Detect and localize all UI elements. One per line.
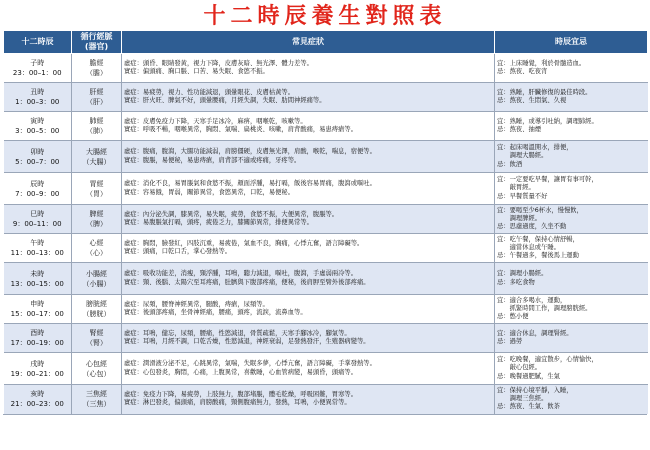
should-line (497, 364, 646, 372)
organ-name: （大腸） (82, 157, 111, 166)
should-label: 宜： (497, 356, 510, 364)
table-row (4, 83, 648, 112)
deficiency-line-text: 皮膚免疫力下降，天寒手足冰冷，麻痹，咽喉乾，咳嗽等。 (142, 117, 307, 125)
meridian-name: 大腸經 (86, 147, 107, 156)
avoid-line (497, 373, 646, 381)
meridian-name: 心包經 (86, 359, 107, 368)
shichen-name: 子時 (30, 59, 45, 67)
shichen-hours: 17：00–19：00 (10, 339, 64, 347)
meridian-name: 小腸經 (86, 269, 107, 278)
deficiency-line (124, 360, 492, 368)
excess-line (124, 126, 492, 134)
deficiency-line (124, 148, 492, 156)
should-text: 敲胃經。 (509, 184, 535, 192)
organ-name: （膀胱） (82, 310, 111, 318)
avoid-line (497, 97, 646, 105)
should-text: 調理大腸經。 (509, 152, 548, 160)
excess-line (124, 219, 492, 227)
table-row (4, 263, 648, 295)
should-line (497, 207, 646, 215)
care-cell (495, 83, 648, 112)
deficiency-line-label: 虛症： (124, 148, 143, 156)
care-cell (495, 205, 648, 234)
excess-line-label: 實症： (124, 368, 143, 376)
deficiency-line (124, 270, 492, 278)
excess-line-text: 腹脹，易便秘，易患痔瘡，肩背部不適或疼痛，牙疼等。 (142, 156, 301, 164)
should-label: 宜： (497, 329, 510, 337)
should-label: 宜： (497, 386, 510, 394)
excess-line (124, 248, 492, 256)
time-cell (4, 324, 72, 353)
deficiency-line-label: 虛症： (124, 329, 143, 337)
excess-line-label: 實症： (124, 156, 143, 164)
should-label: 宜： (497, 88, 510, 96)
shichen-name: 酉時 (30, 329, 45, 337)
table-row (4, 112, 648, 141)
avoid-text: 過勞 (509, 338, 523, 345)
excess-line (124, 399, 492, 407)
shichen-name: 午時 (30, 239, 45, 247)
symptoms-cell (122, 112, 495, 141)
meridian-cell (72, 141, 122, 173)
table-row (4, 324, 648, 353)
deficiency-line-label: 虛症： (124, 390, 143, 398)
excess-line-text: 耳鳴，月經不調，口乾舌燥，性慾減退，神經衰弱，足發熱發汗，生殖器病變等。 (142, 338, 370, 345)
excess-line-label: 實症： (124, 248, 143, 255)
meridian-cell (72, 54, 122, 83)
table-row (4, 54, 648, 83)
should-text: 熟睡，肝臟修復的最佳時段。 (509, 88, 592, 96)
page-title: 十二時辰養生對照表 (203, 3, 447, 29)
excess-line-text: 呼吸不暢，咽喉異常，胸悶、氣喘、扁桃炎、咳嗽，肩背酸痛，易患痔瘡等。 (142, 126, 357, 133)
schedule-table (3, 30, 648, 414)
excess-line-text: 偏頭痛、胸口脹、口苦、易失眠、食慾不振。 (142, 68, 269, 75)
should-line (497, 297, 646, 305)
care-cell (495, 234, 648, 263)
excess-line-label: 實症： (124, 278, 143, 286)
organ-name: （肝） (86, 98, 107, 106)
should-text: 抓緊時間工作，調理膀胱經。 (509, 304, 592, 312)
excess-line-text: 肝火旺、脾氣不好，頭暈腰痛，月經失調，失眠、肋間神經痛等。 (142, 97, 326, 104)
time-cell (4, 141, 72, 173)
avoid-line (497, 161, 646, 169)
excess-line (124, 157, 492, 165)
avoid-label: 忌： (497, 223, 510, 231)
shichen-hours: 3：00–5：00 (15, 127, 60, 135)
shichen-name: 亥時 (30, 390, 45, 399)
deficiency-line-text: 頭昏、眼睛發黃，視力下降，皮膚灰暗、無光澤、體力差等。 (142, 59, 313, 67)
excess-line-label: 實症： (124, 68, 143, 75)
table-row (4, 141, 648, 173)
shichen-name: 未時 (30, 269, 45, 278)
deficiency-line-text: 免疫力下降，易疲勞，上肢無力，腹部堵脹，體毛乾燥，呼吸困難，胃寒等。 (142, 390, 357, 398)
time-cell (4, 83, 72, 112)
deficiency-line-text: 腹痛，腹瀉，大腸功能減弱，肩膀僵硬，皮膚無光澤，肩酸，喉乾，喘息，宿便等。 (142, 148, 376, 156)
avoid-line (497, 313, 646, 321)
should-text: 熟睡，或導引吐納，調理肺經。 (509, 117, 598, 125)
time-cell (4, 112, 72, 141)
should-line (497, 60, 646, 68)
excess-line-text: 頭痛，口乾口舌，掌心發熱等。 (142, 248, 232, 255)
should-label: 宜： (497, 235, 510, 243)
time-cell (4, 263, 72, 295)
excess-line-text: 後頭部疼痛，坐骨神經痛，腰痛，頭疼，流淚，流鼻血等。 (142, 309, 307, 316)
shichen-name: 巳時 (30, 210, 45, 218)
should-text: 調理三焦經。 (509, 395, 548, 403)
symptoms-cell (122, 83, 495, 112)
deficiency-line (124, 180, 492, 188)
excess-line-text: 易腹脹氣打嗝，頭疼，疲倦乏力，膝關節異常，排便異常等。 (142, 219, 313, 226)
deficiency-line (124, 301, 492, 309)
meridian-name: 肝經 (89, 88, 104, 96)
organ-name: （心包） (82, 369, 111, 378)
should-line (497, 184, 646, 192)
deficiency-line (124, 240, 492, 248)
shichen-hours: 13：00–15：00 (10, 279, 64, 288)
symptoms-cell (122, 205, 495, 234)
deficiency-line-label: 虛症： (124, 300, 143, 308)
time-cell (4, 54, 72, 83)
organ-name: （胃） (86, 189, 107, 198)
avoid-label: 忌： (497, 313, 510, 321)
shichen-name: 申時 (30, 300, 45, 308)
excess-line-label: 實症： (124, 309, 143, 316)
organ-name: （小腸） (82, 279, 111, 288)
deficiency-line-text: 內分泌失調，膝異常，易失眠，疲勞，食慾不振，大便異常，腹脹等。 (142, 210, 339, 218)
shichen-hours: 11：00–13：00 (10, 249, 64, 257)
excess-line-label: 實症： (124, 126, 143, 133)
should-text: 吃午餐，保持心情舒暢， (509, 235, 579, 243)
avoid-text: 晚餐過肥膩，生氣 (509, 372, 560, 380)
excess-line (124, 338, 492, 346)
excess-line (124, 309, 492, 317)
meridian-name: 膽經 (89, 59, 104, 67)
avoid-line (497, 126, 646, 134)
shichen-hours: 21：00–23：00 (10, 400, 64, 409)
meridian-name: 脾經 (89, 210, 104, 218)
care-cell (495, 353, 648, 385)
header-meridian: 循行經脈 (器官) (72, 31, 122, 54)
table-row (4, 173, 648, 205)
should-text: 適當休息或午睡。 (509, 243, 560, 251)
avoid-text: 早餐質量不好 (509, 192, 548, 200)
symptoms-cell (122, 295, 495, 324)
avoid-line (497, 68, 646, 76)
care-cell (495, 173, 648, 205)
excess-line (124, 189, 492, 197)
excess-line-text: 心包發炎，胸悶，心痛，上腹異常，喜歡睡，心血管病變，易頭昏，頭痛等。 (142, 368, 357, 376)
care-cell (495, 112, 648, 141)
should-text: 調理小腸經。 (509, 270, 548, 278)
deficiency-line-label: 虛症： (124, 270, 143, 278)
avoid-text: 熬夜、生悶氣、久視 (509, 97, 567, 104)
care-cell (495, 295, 648, 324)
should-line (497, 236, 646, 244)
excess-line-label: 實症： (124, 399, 143, 407)
excess-line (124, 97, 492, 105)
should-label: 宜： (497, 270, 510, 278)
deficiency-line (124, 89, 492, 97)
avoid-label: 忌： (497, 68, 510, 75)
should-line (497, 152, 646, 160)
avoid-text: 憋小便 (509, 313, 529, 321)
shichen-hours: 5：00–7：00 (15, 157, 60, 166)
table-header-row (4, 31, 648, 54)
deficiency-line (124, 60, 492, 68)
table-body (4, 54, 648, 414)
meridian-cell (72, 263, 122, 295)
should-label: 宜： (497, 144, 510, 152)
should-text: 適合多喝水，運動， (509, 296, 567, 304)
excess-line (124, 369, 492, 377)
symptoms-cell (122, 385, 495, 414)
avoid-line (497, 252, 646, 260)
meridian-cell (72, 324, 122, 353)
avoid-line (497, 193, 646, 201)
deficiency-line-label: 虛症： (124, 180, 143, 188)
table-row (4, 385, 648, 414)
excess-line-text: 淋巴發炎，偏頭痛，肩膀酸痛，頸側腹痛無力，發熱，耳鳴，小便異常等。 (142, 399, 351, 407)
should-label: 宜： (497, 296, 510, 304)
should-label: 宜： (497, 206, 510, 214)
organ-name: （腎） (86, 339, 107, 347)
shichen-name: 辰時 (30, 179, 45, 188)
deficiency-line-label: 虛症： (124, 59, 143, 67)
time-cell (4, 385, 72, 414)
should-label: 宜： (497, 176, 510, 184)
time-cell (4, 205, 72, 234)
care-cell (495, 263, 648, 295)
avoid-label: 忌： (497, 97, 510, 104)
deficiency-line (124, 391, 492, 399)
should-line (497, 330, 646, 338)
avoid-label: 忌： (497, 252, 510, 260)
meridian-name: 肺經 (89, 117, 104, 125)
meridian-name: 三焦經 (86, 390, 107, 399)
care-cell (495, 385, 648, 414)
should-text: 上床睡覺，利於骨髓造血。 (509, 59, 586, 67)
shichen-hours: 9：00–11：00 (12, 220, 62, 228)
should-text: 敲心包經。 (509, 364, 542, 372)
avoid-line (497, 403, 646, 411)
shichen-hours: 23：00–1：00 (12, 69, 62, 77)
organ-name: （膽） (86, 69, 107, 77)
shichen-name: 丑時 (30, 88, 45, 96)
should-line (497, 270, 646, 278)
deficiency-line-label: 虛症： (124, 117, 143, 125)
avoid-label: 忌： (497, 126, 510, 133)
avoid-label: 忌： (497, 403, 510, 411)
meridian-name: 腎經 (89, 329, 104, 337)
avoid-text: 熬夜、抽煙 (509, 126, 542, 133)
deficiency-line (124, 330, 492, 338)
care-cell (495, 54, 648, 83)
avoid-text: 思慮過度，久坐不動 (509, 223, 567, 231)
deficiency-line-text: 易疲勞，視力、性功能減退，頭暈眼花、皮膚枯黃等。 (142, 88, 295, 96)
should-text: 要喝至少6杯水，慢慢飲， (509, 206, 583, 214)
should-text: 起床喝溫開水，排便， (509, 144, 573, 152)
table-bottom-rule (3, 414, 647, 415)
should-line (497, 118, 646, 126)
meridian-cell (72, 234, 122, 263)
deficiency-line-label: 虛症： (124, 239, 143, 247)
deficiency-line-label: 虛症： (124, 88, 143, 96)
shichen-name: 寅時 (30, 117, 45, 125)
deficiency-line-text: 潤滑液分泌不足，心跳異常，氣喘，失眠多夢，心悸亢奮，語言障礙，手掌發熱等。 (142, 360, 376, 368)
avoid-label: 忌： (497, 338, 510, 345)
should-text: 調理脾經。 (509, 214, 542, 222)
should-line (497, 305, 646, 313)
time-cell (4, 295, 72, 324)
symptoms-cell (122, 234, 495, 263)
avoid-text: 飲酒 (509, 160, 523, 168)
should-label: 宜： (497, 117, 510, 125)
avoid-label: 忌： (497, 372, 510, 380)
avoid-text: 多吃食物 (509, 278, 535, 286)
deficiency-line-text: 胸悶，臉發紅，四肢沉重，易疲倦，氣血不良，胸痛，心悸亢奮，語言障礙等。 (142, 239, 364, 247)
avoid-label: 忌： (497, 160, 510, 168)
time-cell (4, 234, 72, 263)
meridian-cell (72, 295, 122, 324)
meridian-cell (72, 353, 122, 385)
symptoms-cell (122, 173, 495, 205)
care-cell (495, 324, 648, 353)
organ-name: （肺） (86, 127, 107, 135)
avoid-text: 熬夜、生氣、飲茶 (509, 403, 560, 411)
header-care: 時辰宜忌 (495, 31, 648, 54)
symptoms-cell (122, 263, 495, 295)
excess-line-label: 實症： (124, 188, 143, 196)
symptoms-cell (122, 54, 495, 83)
meridian-name: 心經 (89, 239, 104, 247)
time-cell (4, 173, 72, 205)
should-text: 吃晚餐，適宜散步，心情愉快， (509, 356, 598, 364)
deficiency-line-label: 虛症： (124, 210, 143, 218)
excess-line-text: 頸、後腦、太陽穴至耳疼痛，肚臍與下腹部疼痛，便秘，後肩胛至臂外後部疼痛。 (142, 278, 370, 286)
excess-line-label: 實症： (124, 97, 143, 104)
shichen-name: 戌時 (30, 359, 45, 368)
should-line (497, 215, 646, 223)
avoid-line (497, 223, 646, 231)
table-row (4, 295, 648, 324)
meridian-cell (72, 205, 122, 234)
table-row (4, 234, 648, 263)
should-line (497, 244, 646, 252)
excess-line-label: 實症： (124, 219, 143, 226)
deficiency-line-text: 吸收功能差，消瘦，頸浮腫，耳鳴，聽力減退，嘔吐，腹瀉，手虛弱兩冷等。 (142, 270, 357, 278)
deficiency-line-text: 尿頻，腰脊神經異常，腿酸，痔瘡，尿頻等。 (142, 300, 269, 308)
organ-name: （三焦） (82, 400, 111, 409)
excess-line (124, 68, 492, 76)
header-time: 十二時辰 (4, 31, 72, 54)
should-line (497, 387, 646, 395)
should-label: 宜： (497, 59, 510, 67)
should-text: 一定要吃早餐，讓胃有事可幹， (509, 176, 598, 184)
deficiency-line-label: 虛症： (124, 360, 143, 368)
symptoms-cell (122, 141, 495, 173)
excess-line (124, 279, 492, 287)
time-cell (4, 353, 72, 385)
shichen-hours: 15：00–17：00 (10, 310, 64, 318)
avoid-line (497, 279, 646, 287)
should-text: 適合休息，調理腎經。 (509, 329, 573, 337)
table-row (4, 205, 648, 234)
shichen-hours: 7：00–9：00 (15, 189, 60, 198)
symptoms-cell (122, 353, 495, 385)
deficiency-line (124, 118, 492, 126)
organ-name: （心） (86, 249, 107, 257)
avoid-label: 忌： (497, 192, 510, 200)
shichen-hours: 19：00–21：00 (10, 369, 64, 378)
deficiency-line-text: 耳鳴，健忘，尿頻，腰痛，性慾減退，骨質疏鬆，天寒手腳冰冷，腳氣等。 (142, 329, 351, 337)
meridian-cell (72, 112, 122, 141)
meridian-cell (72, 173, 122, 205)
avoid-text: 熬夜、吃夜宵 (509, 68, 548, 75)
meridian-name: 膀胱經 (86, 300, 107, 308)
deficiency-line-text: 消化不良，易胃脹氣和食慾不振，顏面浮腫，易打嗝，飯後容易胃痛，腹瀉或嘔吐。 (142, 180, 376, 188)
should-line (497, 89, 646, 97)
excess-line-text: 容易餓，胃弱，關節異常，食慾異常，口乾，易便秘。 (142, 188, 295, 196)
meridian-cell (72, 83, 122, 112)
care-cell (495, 141, 648, 173)
table-row (4, 353, 648, 385)
avoid-label: 忌： (497, 278, 510, 286)
header-symptoms: 常見症狀 (122, 31, 495, 54)
avoid-text: 午餐過多，餐後馬上運動 (509, 252, 579, 260)
avoid-line (497, 338, 646, 346)
meridian-cell (72, 385, 122, 414)
excess-line-label: 實症： (124, 338, 143, 345)
should-text: 保持心境平靜，入睡， (509, 386, 573, 394)
shichen-hours: 1：00–3：00 (15, 98, 60, 106)
shichen-name: 卯時 (30, 147, 45, 156)
meridian-name: 胃經 (89, 179, 104, 188)
symptoms-cell (122, 324, 495, 353)
organ-name: （脾） (86, 220, 107, 228)
deficiency-line (124, 211, 492, 219)
